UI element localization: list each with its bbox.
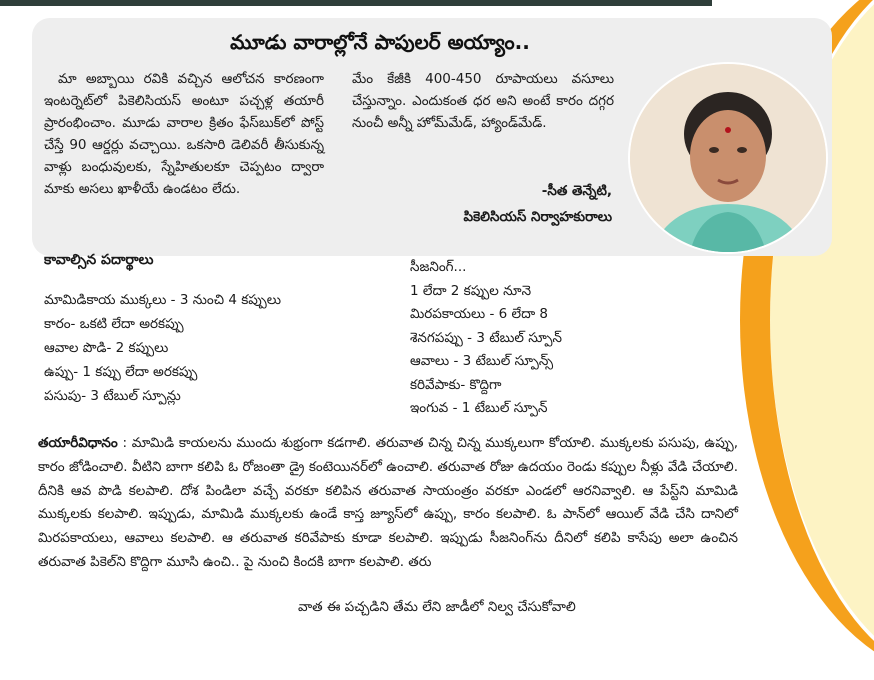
- quote-left-column: మా అబ్బాయి రవికి వచ్చిన ఆలోచన కారణంగా ఇంటర్నెట్‌లో పికెలిసియస్ అంటూ పచ్చళ్ల తయారీ ప్రారంభించాం. మూడు వారాల క్రితం ఫేస్‌బుక్‌లో పోస్ట్ చేస్తే 90 ఆర్డర్లు వచ్చాయి. ఒకసారి డెలివరీ తీసుకున్న వాళ్లు బంధువులకు, స్నేహితులకూ చెప్పటం ద్వారా మాకు అసలు ఖాళీయే ఉండటం లేదు.: [44, 71, 324, 197]
- method-paragraph: [38, 432, 738, 575]
- list-item: కారం- ఒకటి లేదా అరకప్పు: [44, 316, 184, 332]
- ingredients-title: కావాల్సిన పదార్థాలు: [44, 252, 154, 268]
- list-item: ఇంగువ - 1 టేబుల్ స్పూన్: [410, 400, 548, 416]
- method-label: తయారీవిధానం: [38, 435, 118, 451]
- list-item: ఉప్పు- 1 కప్పు లేదా అరకప్పు: [44, 364, 198, 380]
- list-item: మామిడికాయ ముక్కలు - 3 నుంచి 4 కప్పులు: [44, 292, 282, 308]
- method-text: : మామిడి కాయలను ముందు శుభ్రంగా కడగాలి. తరువాత చిన్న చిన్న ముక్కలుగా కోయాలి. ముక్కలకు పసుపు, ఉప్పు, కారం జోడించాలి. వీటిని బాగా కలిపి ఓ రోజంతా డ్రై కంటెయినర్‌లో ఉంచాలి. తరువాత రోజు ఉదయం రెండు కప్పుల నీళ్లు వేడి చేయాలి. దీనికి ఆవ పొడి కలపాలి. దోశ పిండిలా వచ్చే వరకూ కలిపిన తరువాత సాయంత్రం వరకూ ఎండలో ఆరనివ్వాలి. ఆ పేస్ట్‌ని మామిడి ముక్కలకు కలపాలి. ఇప్పుడు, మామిడి ముక్కలకు ఉండే కాస్త జ్యూస్‌లో ఉప్పు, కారం కలపాలి. ఓ పాన్‌లో ఆయిల్ వేడి చేసి దానిలో మిరపకాయలు, ఆవాలు కలపాలి. ఆ తరువాత కరివేపాకు కూడా కలపాలి. ఇప్పుడు సీజనింగ్‌ను దీనిలో కలిపి కాసేపు అలా ఉంచిన తరువాత పికెల్‌ని కొద్దిగా మూసి ఉంచి.. పై నుంచి కిందకి బాగా కలపాలి. తరు: [38, 435, 738, 570]
- list-item: ఆవాల పొడి- 2 కప్పులు: [44, 340, 169, 356]
- quote-right-column: మేం కేజీకి 400-450 రూపాయలు వసూలు చేస్తున్నాం. ఎందుకంత ధర అని అంటే కారం దగ్గర నుంచీ అన్నీ హోమ్‌మేడ్, హ్యాండ్‌మేడ్.: [352, 71, 614, 131]
- headline: మూడు వారాల్లోనే పాపులర్ అయ్యాం..: [230, 30, 530, 54]
- portrait-photo: [628, 62, 828, 254]
- signature-name: -సీత తెన్నేటి,: [541, 183, 612, 199]
- list-item: కరివేపాకు- కొద్దిగా: [410, 376, 502, 393]
- top-rule: [0, 0, 712, 6]
- seasoning-list: [410, 256, 740, 421]
- portrait-illustration: [630, 64, 826, 252]
- signature-role: పికెలిసియస్ నిర్వాహకురాలు: [463, 209, 612, 225]
- signature: [380, 178, 612, 230]
- list-item: శెనగపప్పు - 3 టేబుల్ స్పూన్: [410, 329, 563, 346]
- list-item: పసుపు- 3 టేబుల్ స్పూన్లు: [44, 388, 181, 404]
- list-item: మిరపకాయలు - 6 లేదా 8: [410, 306, 549, 322]
- ingredients-list: [44, 288, 374, 408]
- method-last-line: వాత ఈ పచ్చడిని తేమ లేని జాడీలో నిల్వ చేసుకోవాలి: [298, 599, 576, 615]
- list-item: సీజనింగ్...: [410, 259, 467, 275]
- list-item: 1 లేదా 2 కప్పుల నూనె: [410, 282, 532, 299]
- list-item: ఆవాలు - 3 టేబుల్ స్పూన్స్: [410, 353, 554, 369]
